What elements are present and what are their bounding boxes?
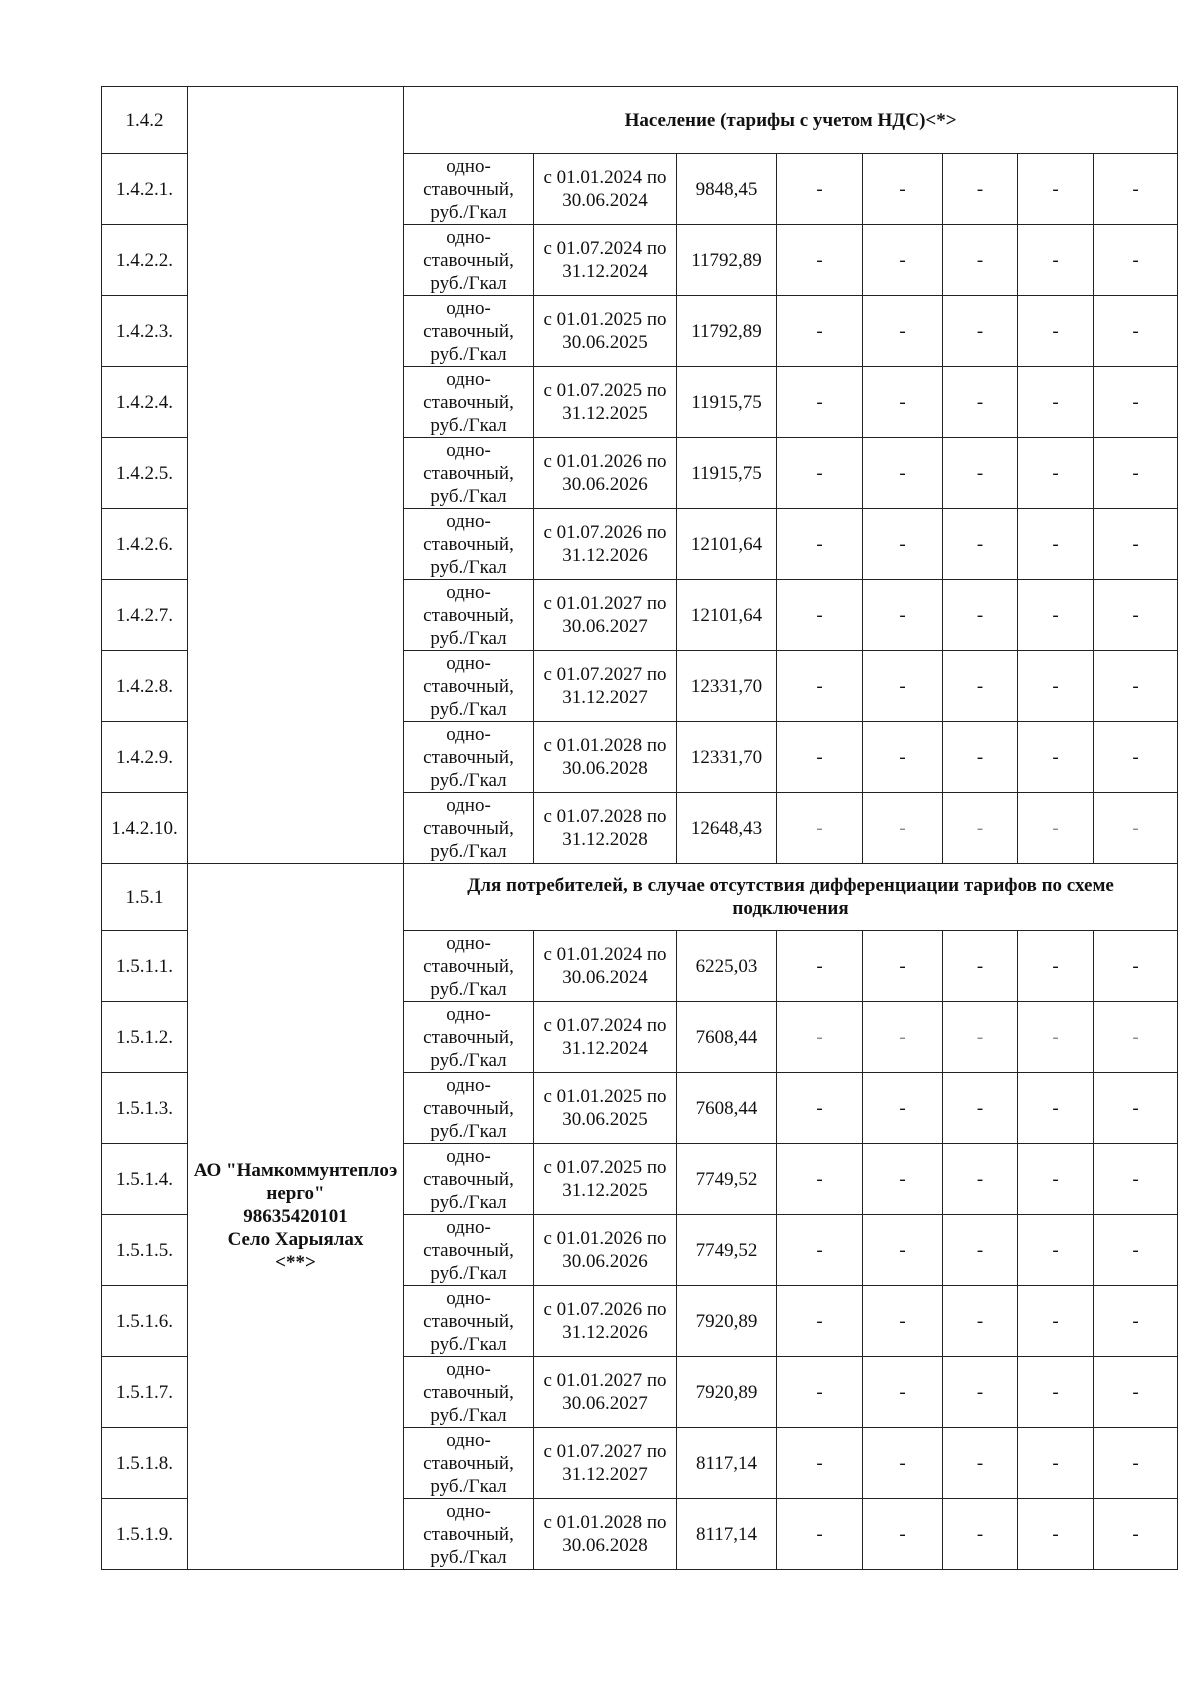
value-col-2: - bbox=[863, 509, 943, 580]
value-col-4: - bbox=[1018, 1357, 1094, 1428]
tariff-period: с 01.07.2026 по 31.12.2026 bbox=[534, 509, 677, 580]
value-col-5: - bbox=[1094, 931, 1178, 1002]
tariff-period: с 01.01.2025 по 30.06.2025 bbox=[534, 296, 677, 367]
value-col-1: - bbox=[777, 509, 863, 580]
value-col-5: - bbox=[1094, 509, 1178, 580]
value-col-2: - bbox=[863, 296, 943, 367]
section-title: Население (тарифы с учетом НДС)<*> bbox=[404, 87, 1178, 154]
row-number: 1.4.2.1. bbox=[102, 154, 188, 225]
value-col-4: - bbox=[1018, 1428, 1094, 1499]
value-col-2: - bbox=[863, 580, 943, 651]
tariff-type: одно-ставочный, руб./Гкал bbox=[404, 580, 534, 651]
value-col-3: - bbox=[943, 1144, 1018, 1215]
value-col-3: - bbox=[943, 367, 1018, 438]
value-col-4: - bbox=[1018, 793, 1094, 864]
value-col-3: - bbox=[943, 1428, 1018, 1499]
value-col-3: - bbox=[943, 931, 1018, 1002]
value-col-1: - bbox=[777, 931, 863, 1002]
value-col-4: - bbox=[1018, 1144, 1094, 1215]
row-number: 1.5.1.7. bbox=[102, 1357, 188, 1428]
value-col-4: - bbox=[1018, 722, 1094, 793]
tariff-value: 8117,14 bbox=[677, 1428, 777, 1499]
tariff-value: 11792,89 bbox=[677, 225, 777, 296]
tariff-type: одно-ставочный, руб./Гкал bbox=[404, 1215, 534, 1286]
tariff-period: с 01.01.2024 по 30.06.2024 bbox=[534, 931, 677, 1002]
row-number: 1.4.2.7. bbox=[102, 580, 188, 651]
value-col-3: - bbox=[943, 1286, 1018, 1357]
tariff-period: с 01.07.2025 по 31.12.2025 bbox=[534, 1144, 677, 1215]
row-number: 1.4.2.6. bbox=[102, 509, 188, 580]
value-col-1: - bbox=[777, 793, 863, 864]
tariff-period: с 01.07.2026 по 31.12.2026 bbox=[534, 1286, 677, 1357]
row-number: 1.4.2.8. bbox=[102, 651, 188, 722]
value-col-3: - bbox=[943, 438, 1018, 509]
row-number: 1.5.1.6. bbox=[102, 1286, 188, 1357]
tariff-type: одно-ставочный, руб./Гкал bbox=[404, 1499, 534, 1570]
tariff-value: 12101,64 bbox=[677, 509, 777, 580]
value-col-2: - bbox=[863, 1428, 943, 1499]
value-col-2: - bbox=[863, 1499, 943, 1570]
tariff-type: одно-ставочный, руб./Гкал bbox=[404, 296, 534, 367]
section-title: Для потребителей, в случае отсутствия дифференциации тарифов по схеме подключения bbox=[404, 864, 1178, 931]
value-col-5: - bbox=[1094, 154, 1178, 225]
row-number: 1.5.1.2. bbox=[102, 1002, 188, 1073]
value-col-5: - bbox=[1094, 651, 1178, 722]
tariff-value: 12101,64 bbox=[677, 580, 777, 651]
row-number: 1.5.1.5. bbox=[102, 1215, 188, 1286]
value-col-4: - bbox=[1018, 296, 1094, 367]
value-col-2: - bbox=[863, 1286, 943, 1357]
value-col-2: - bbox=[863, 438, 943, 509]
tariff-type: одно-ставочный, руб./Гкал bbox=[404, 438, 534, 509]
row-number: 1.4.2.5. bbox=[102, 438, 188, 509]
organization-name: АО "Намкоммунтеплоэнерго" bbox=[193, 1160, 398, 1204]
tariff-type: одно-ставочный, руб./Гкал bbox=[404, 793, 534, 864]
value-col-4: - bbox=[1018, 1215, 1094, 1286]
value-col-3: - bbox=[943, 509, 1018, 580]
section-number: 1.5.1 bbox=[102, 864, 188, 931]
tariff-type: одно-ставочный, руб./Гкал bbox=[404, 225, 534, 296]
value-col-1: - bbox=[777, 296, 863, 367]
row-number: 1.4.2.2. bbox=[102, 225, 188, 296]
value-col-2: - bbox=[863, 1073, 943, 1144]
value-col-3: - bbox=[943, 225, 1018, 296]
row-number: 1.4.2.4. bbox=[102, 367, 188, 438]
row-number: 1.5.1.4. bbox=[102, 1144, 188, 1215]
row-number: 1.5.1.9. bbox=[102, 1499, 188, 1570]
tariff-value: 7749,52 bbox=[677, 1215, 777, 1286]
value-col-5: - bbox=[1094, 1357, 1178, 1428]
value-col-2: - bbox=[863, 651, 943, 722]
organization-cell bbox=[188, 864, 404, 1570]
tariff-period: с 01.01.2027 по 30.06.2027 bbox=[534, 580, 677, 651]
tariff-period: с 01.07.2024 по 31.12.2024 bbox=[534, 1002, 677, 1073]
tariff-type: одно-ставочный, руб./Гкал bbox=[404, 154, 534, 225]
tariff-value: 11792,89 bbox=[677, 296, 777, 367]
value-col-1: - bbox=[777, 154, 863, 225]
tariff-period: с 01.07.2024 по 31.12.2024 bbox=[534, 225, 677, 296]
value-col-5: - bbox=[1094, 793, 1178, 864]
tariff-value: 8117,14 bbox=[677, 1499, 777, 1570]
value-col-3: - bbox=[943, 793, 1018, 864]
value-col-1: - bbox=[777, 1073, 863, 1144]
value-col-2: - bbox=[863, 1215, 943, 1286]
tariff-period: с 01.07.2027 по 31.12.2027 bbox=[534, 651, 677, 722]
tariff-value: 9848,45 bbox=[677, 154, 777, 225]
value-col-5: - bbox=[1094, 1144, 1178, 1215]
value-col-1: - bbox=[777, 1357, 863, 1428]
value-col-3: - bbox=[943, 722, 1018, 793]
row-number: 1.4.2.9. bbox=[102, 722, 188, 793]
tariff-period: с 01.07.2028 по 31.12.2028 bbox=[534, 793, 677, 864]
value-col-3: - bbox=[943, 296, 1018, 367]
organization-cell bbox=[188, 87, 404, 864]
value-col-5: - bbox=[1094, 580, 1178, 651]
tariff-type: одно-ставочный, руб./Гкал bbox=[404, 367, 534, 438]
value-col-5: - bbox=[1094, 1286, 1178, 1357]
tariff-period: с 01.01.2026 по 30.06.2026 bbox=[534, 1215, 677, 1286]
value-col-5: - bbox=[1094, 1499, 1178, 1570]
value-col-1: - bbox=[777, 225, 863, 296]
row-number: 1.5.1.8. bbox=[102, 1428, 188, 1499]
value-col-4: - bbox=[1018, 509, 1094, 580]
tariff-type: одно-ставочный, руб./Гкал bbox=[404, 1357, 534, 1428]
section-number: 1.4.2 bbox=[102, 87, 188, 154]
organization-locality: Село Харыялах bbox=[227, 1229, 364, 1250]
value-col-2: - bbox=[863, 225, 943, 296]
tariff-period: с 01.07.2027 по 31.12.2027 bbox=[534, 1428, 677, 1499]
value-col-2: - bbox=[863, 367, 943, 438]
tariff-type: одно-ставочный, руб./Гкал bbox=[404, 1002, 534, 1073]
value-col-1: - bbox=[777, 580, 863, 651]
value-col-4: - bbox=[1018, 1073, 1094, 1144]
tariff-value: 7608,44 bbox=[677, 1002, 777, 1073]
tariff-type: одно-ставочный, руб./Гкал bbox=[404, 1286, 534, 1357]
value-col-4: - bbox=[1018, 580, 1094, 651]
value-col-3: - bbox=[943, 154, 1018, 225]
tariff-value: 7920,89 bbox=[677, 1286, 777, 1357]
value-col-2: - bbox=[863, 1002, 943, 1073]
organization-code: 98635420101 bbox=[243, 1206, 348, 1227]
value-col-4: - bbox=[1018, 225, 1094, 296]
tariff-value: 12331,70 bbox=[677, 651, 777, 722]
value-col-2: - bbox=[863, 1357, 943, 1428]
tariff-type: одно-ставочный, руб./Гкал bbox=[404, 651, 534, 722]
value-col-5: - bbox=[1094, 296, 1178, 367]
value-col-3: - bbox=[943, 1002, 1018, 1073]
value-col-1: - bbox=[777, 438, 863, 509]
value-col-4: - bbox=[1018, 1002, 1094, 1073]
tariff-value: 11915,75 bbox=[677, 367, 777, 438]
value-col-3: - bbox=[943, 1499, 1018, 1570]
tariff-type: одно-ставочный, руб./Гкал bbox=[404, 931, 534, 1002]
row-number: 1.4.2.10. bbox=[102, 793, 188, 864]
tariff-type: одно-ставочный, руб./Гкал bbox=[404, 1073, 534, 1144]
value-col-4: - bbox=[1018, 651, 1094, 722]
value-col-1: - bbox=[777, 1144, 863, 1215]
value-col-2: - bbox=[863, 793, 943, 864]
value-col-3: - bbox=[943, 1215, 1018, 1286]
tariff-value: 7920,89 bbox=[677, 1357, 777, 1428]
value-col-5: - bbox=[1094, 722, 1178, 793]
tariff-period: с 01.07.2025 по 31.12.2025 bbox=[534, 367, 677, 438]
value-col-3: - bbox=[943, 1357, 1018, 1428]
value-col-2: - bbox=[863, 722, 943, 793]
value-col-5: - bbox=[1094, 1002, 1178, 1073]
value-col-5: - bbox=[1094, 225, 1178, 296]
tariff-period: с 01.01.2028 по 30.06.2028 bbox=[534, 722, 677, 793]
organization-note: <**> bbox=[275, 1252, 316, 1273]
tariff-period: с 01.01.2025 по 30.06.2025 bbox=[534, 1073, 677, 1144]
value-col-4: - bbox=[1018, 931, 1094, 1002]
tariff-period: с 01.01.2028 по 30.06.2028 bbox=[534, 1499, 677, 1570]
value-col-3: - bbox=[943, 651, 1018, 722]
value-col-2: - bbox=[863, 1144, 943, 1215]
tariff-type: одно-ставочный, руб./Гкал bbox=[404, 1428, 534, 1499]
value-col-4: - bbox=[1018, 154, 1094, 225]
tariff-type: одно-ставочный, руб./Гкал bbox=[404, 509, 534, 580]
value-col-4: - bbox=[1018, 1286, 1094, 1357]
value-col-4: - bbox=[1018, 1499, 1094, 1570]
value-col-2: - bbox=[863, 154, 943, 225]
value-col-1: - bbox=[777, 1428, 863, 1499]
tariff-type: одно-ставочный, руб./Гкал bbox=[404, 1144, 534, 1215]
value-col-1: - bbox=[777, 367, 863, 438]
value-col-1: - bbox=[777, 1286, 863, 1357]
tariff-value: 12648,43 bbox=[677, 793, 777, 864]
value-col-5: - bbox=[1094, 1428, 1178, 1499]
value-col-5: - bbox=[1094, 1073, 1178, 1144]
value-col-5: - bbox=[1094, 1215, 1178, 1286]
value-col-5: - bbox=[1094, 438, 1178, 509]
value-col-1: - bbox=[777, 722, 863, 793]
tariff-period: с 01.01.2026 по 30.06.2026 bbox=[534, 438, 677, 509]
value-col-4: - bbox=[1018, 367, 1094, 438]
tariff-period: с 01.01.2024 по 30.06.2024 bbox=[534, 154, 677, 225]
value-col-1: - bbox=[777, 1215, 863, 1286]
value-col-2: - bbox=[863, 931, 943, 1002]
row-number: 1.5.1.3. bbox=[102, 1073, 188, 1144]
tariff-value: 11915,75 bbox=[677, 438, 777, 509]
tariff-value: 7749,52 bbox=[677, 1144, 777, 1215]
value-col-1: - bbox=[777, 651, 863, 722]
value-col-4: - bbox=[1018, 438, 1094, 509]
value-col-5: - bbox=[1094, 367, 1178, 438]
tariff-period: с 01.01.2027 по 30.06.2027 bbox=[534, 1357, 677, 1428]
value-col-1: - bbox=[777, 1002, 863, 1073]
tariff-value: 6225,03 bbox=[677, 931, 777, 1002]
tariff-table bbox=[101, 86, 1178, 1570]
section-header-row bbox=[102, 87, 1178, 154]
tariff-value: 12331,70 bbox=[677, 722, 777, 793]
value-col-1: - bbox=[777, 1499, 863, 1570]
tariff-value: 7608,44 bbox=[677, 1073, 777, 1144]
tariff-type: одно-ставочный, руб./Гкал bbox=[404, 722, 534, 793]
value-col-3: - bbox=[943, 1073, 1018, 1144]
row-number: 1.4.2.3. bbox=[102, 296, 188, 367]
row-number: 1.5.1.1. bbox=[102, 931, 188, 1002]
value-col-3: - bbox=[943, 580, 1018, 651]
section-header-row bbox=[102, 864, 1178, 931]
